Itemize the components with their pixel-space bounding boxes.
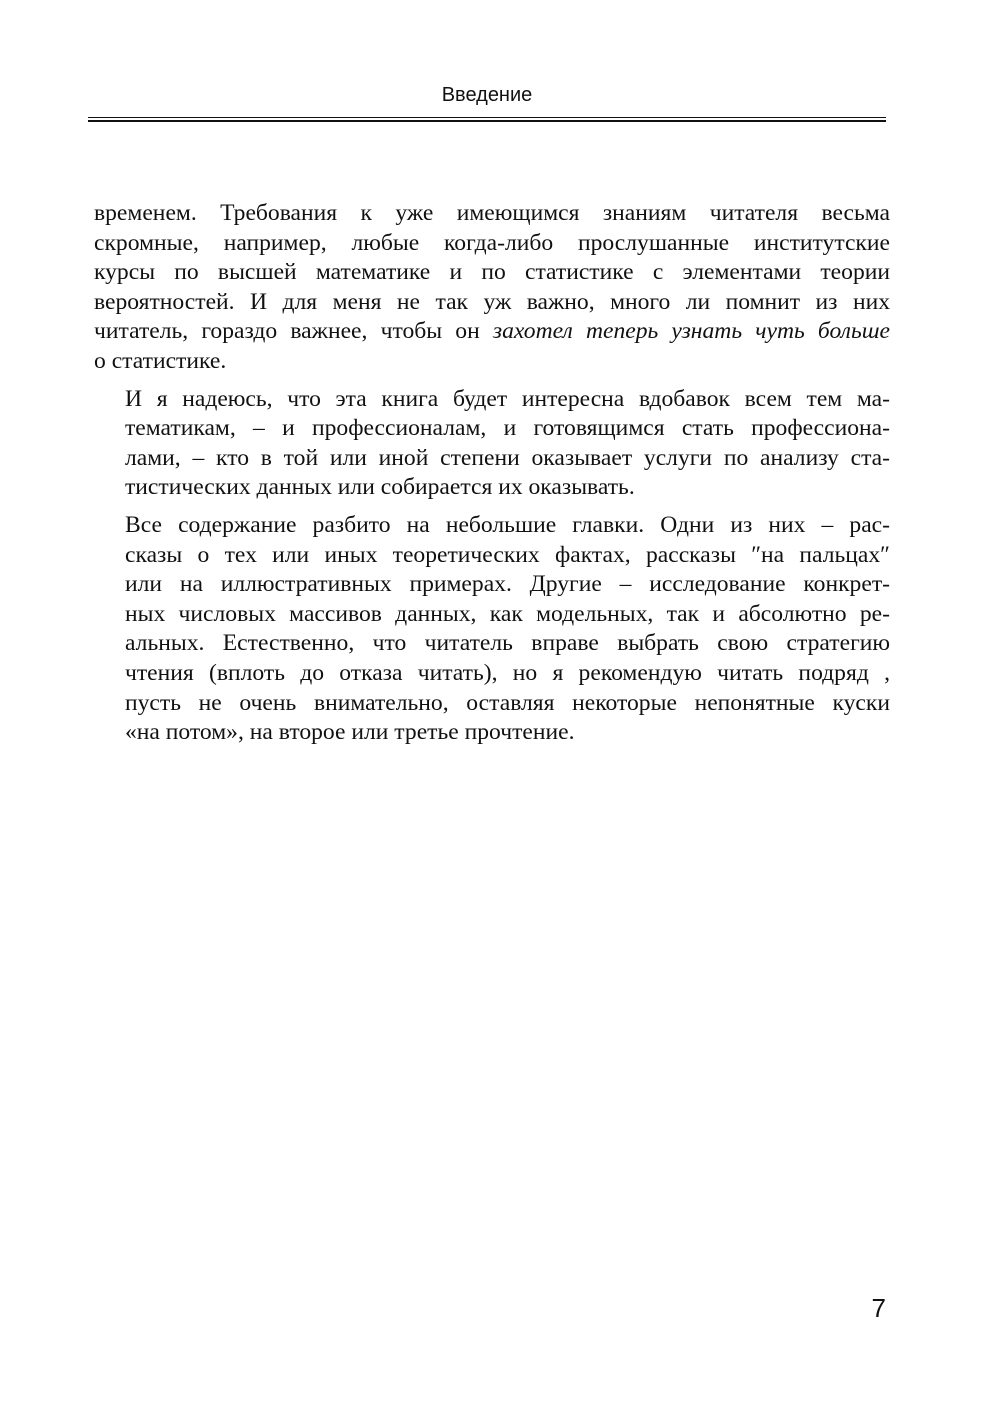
text-line: И я надеюсь, что эта книга будет интересна вдобавок всем тем ма-	[125, 385, 890, 412]
text-line: Все содержание разбито на небольшие главки. Одни из них – рас-	[125, 511, 890, 538]
text-line: лами, – кто в той или иной степени оказывает услуги по анализу ста-	[125, 444, 890, 471]
paragraph-3	[94, 511, 890, 748]
text-line: вероятностей. И для меня не так уж важно, много ли помнит из них	[94, 288, 890, 315]
header-rule-thick	[88, 120, 886, 122]
text-line: сказы о тех или иных теоретических фактах, рассказы ″на пальцах″	[125, 541, 890, 568]
header-rule-thin	[88, 117, 886, 118]
text-line: курсы по высшей математике и по статистике с элементами теории	[94, 259, 890, 286]
body-text	[94, 199, 890, 756]
text-run: читатель, гораздо важнее, чтобы он	[94, 318, 493, 345]
text-line: тематикам, – и профессионалам, и готовящимся стать профессиона-	[125, 415, 890, 442]
text-line: альных. Естественно, что читатель вправе выбрать свою стратегию	[125, 630, 890, 657]
text-line: чтения (вплоть до отказа читать), но я рекомендую читать подряд ,	[125, 659, 890, 686]
text-line	[94, 317, 890, 347]
text-line: пусть не очень внимательно, оставляя некоторые непонятные куски	[125, 689, 890, 716]
paragraph-2	[94, 385, 890, 503]
text-line: временем. Требования к уже имеющимся знаниям читателя весьма	[94, 200, 890, 226]
text-line: скромные, например, любые когда-либо прослушанные институтские	[94, 229, 890, 256]
text-line: тистических данных или собирается их оказывать.	[125, 474, 635, 501]
emphasis-text: захотел теперь узнать чуть больше	[492, 318, 890, 345]
text-line: ных числовых массивов данных, как модельных, так и абсолютно ре-	[125, 600, 890, 627]
text-line: «на потом», на второе или третье прочтение.	[125, 719, 575, 746]
text-line: или на иллюстративных примерах. Другие – исследование конкрет-	[125, 571, 890, 598]
paragraph-1	[94, 199, 890, 377]
text-line: о статистике.	[94, 347, 227, 374]
page-number: 7	[871, 1293, 886, 1323]
running-header: Введение	[441, 84, 533, 106]
